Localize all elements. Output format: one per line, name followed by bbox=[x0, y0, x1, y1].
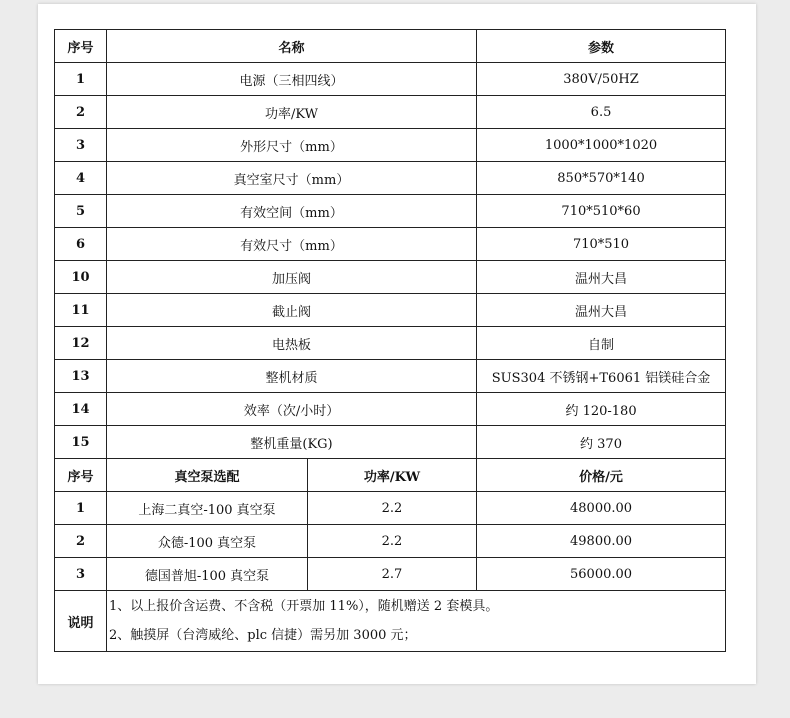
row-name: 截止阀 bbox=[107, 294, 477, 327]
table-row bbox=[55, 96, 726, 129]
table-row bbox=[55, 228, 726, 261]
row-name: 功率/KW bbox=[107, 96, 477, 129]
table-row bbox=[55, 261, 726, 294]
row-no: 10 bbox=[55, 261, 107, 294]
row-value: 850*570*140 bbox=[477, 162, 726, 195]
row-no: 13 bbox=[55, 360, 107, 393]
header-param: 参数 bbox=[477, 30, 726, 63]
row-value: SUS304 不锈钢+T6061 铝镁硅合金 bbox=[477, 360, 726, 393]
pump-row bbox=[55, 492, 726, 525]
pump-header-power: 功率/KW bbox=[308, 459, 477, 492]
row-name: 电源（三相四线） bbox=[107, 63, 477, 96]
pump-header-model: 真空泵选配 bbox=[107, 459, 308, 492]
table-row bbox=[55, 393, 726, 426]
pump-no: 1 bbox=[55, 492, 107, 525]
notes-row bbox=[55, 591, 726, 652]
pump-row bbox=[55, 525, 726, 558]
row-name: 有效空间（mm） bbox=[107, 195, 477, 228]
row-no: 4 bbox=[55, 162, 107, 195]
row-no: 12 bbox=[55, 327, 107, 360]
table-row bbox=[55, 162, 726, 195]
pump-header-row bbox=[55, 459, 726, 492]
pump-power: 2.7 bbox=[308, 558, 477, 591]
note-line-2: 2、触摸屏（台湾威纶、plc 信捷）需另加 3000 元； bbox=[109, 628, 417, 643]
table-row bbox=[55, 129, 726, 162]
row-name: 有效尺寸（mm） bbox=[107, 228, 477, 261]
pump-header-price: 价格/元 bbox=[477, 459, 726, 492]
table-row bbox=[55, 195, 726, 228]
table-row bbox=[55, 426, 726, 459]
row-no: 2 bbox=[55, 96, 107, 129]
table-row bbox=[55, 360, 726, 393]
pump-power: 2.2 bbox=[308, 525, 477, 558]
pump-model: 众德-100 真空泵 bbox=[107, 525, 308, 558]
row-name: 整机重量(KG) bbox=[107, 426, 477, 459]
table-row bbox=[55, 294, 726, 327]
pump-model: 德国普旭-100 真空泵 bbox=[107, 558, 308, 591]
pump-no: 2 bbox=[55, 525, 107, 558]
row-value: 380V/50HZ bbox=[477, 63, 726, 96]
row-value: 710*510*60 bbox=[477, 195, 726, 228]
pump-price: 48000.00 bbox=[477, 492, 726, 525]
row-no: 6 bbox=[55, 228, 107, 261]
row-name: 真空室尺寸（mm） bbox=[107, 162, 477, 195]
row-name: 整机材质 bbox=[107, 360, 477, 393]
pump-header-no: 序号 bbox=[55, 459, 107, 492]
row-name: 外形尺寸（mm） bbox=[107, 129, 477, 162]
note-line-1: 1、以上报价含运费、不含税（开票加 11%），随机赠送 2 套模具。 bbox=[109, 599, 499, 614]
pump-price: 56000.00 bbox=[477, 558, 726, 591]
table-row bbox=[55, 63, 726, 96]
row-value: 温州大昌 bbox=[477, 261, 726, 294]
row-no: 15 bbox=[55, 426, 107, 459]
row-value: 710*510 bbox=[477, 228, 726, 261]
row-value: 约 370 bbox=[477, 426, 726, 459]
row-no: 1 bbox=[55, 63, 107, 96]
row-no: 11 bbox=[55, 294, 107, 327]
pump-power: 2.2 bbox=[308, 492, 477, 525]
spec-table bbox=[54, 29, 726, 652]
row-value: 约 120-180 bbox=[477, 393, 726, 426]
row-no: 5 bbox=[55, 195, 107, 228]
pump-no: 3 bbox=[55, 558, 107, 591]
header-no: 序号 bbox=[55, 30, 107, 63]
notes-content bbox=[107, 591, 726, 652]
pump-price: 49800.00 bbox=[477, 525, 726, 558]
row-value: 6.5 bbox=[477, 96, 726, 129]
row-name: 加压阀 bbox=[107, 261, 477, 294]
row-no: 14 bbox=[55, 393, 107, 426]
row-name: 电热板 bbox=[107, 327, 477, 360]
notes-label: 说明 bbox=[55, 591, 107, 652]
row-value: 自制 bbox=[477, 327, 726, 360]
table-row bbox=[55, 327, 726, 360]
row-value: 温州大昌 bbox=[477, 294, 726, 327]
pump-model: 上海二真空-100 真空泵 bbox=[107, 492, 308, 525]
header-name: 名称 bbox=[107, 30, 477, 63]
row-no: 3 bbox=[55, 129, 107, 162]
spec-header-row bbox=[55, 30, 726, 63]
row-name: 效率（次/小时） bbox=[107, 393, 477, 426]
row-value: 1000*1000*1020 bbox=[477, 129, 726, 162]
pump-row bbox=[55, 558, 726, 591]
